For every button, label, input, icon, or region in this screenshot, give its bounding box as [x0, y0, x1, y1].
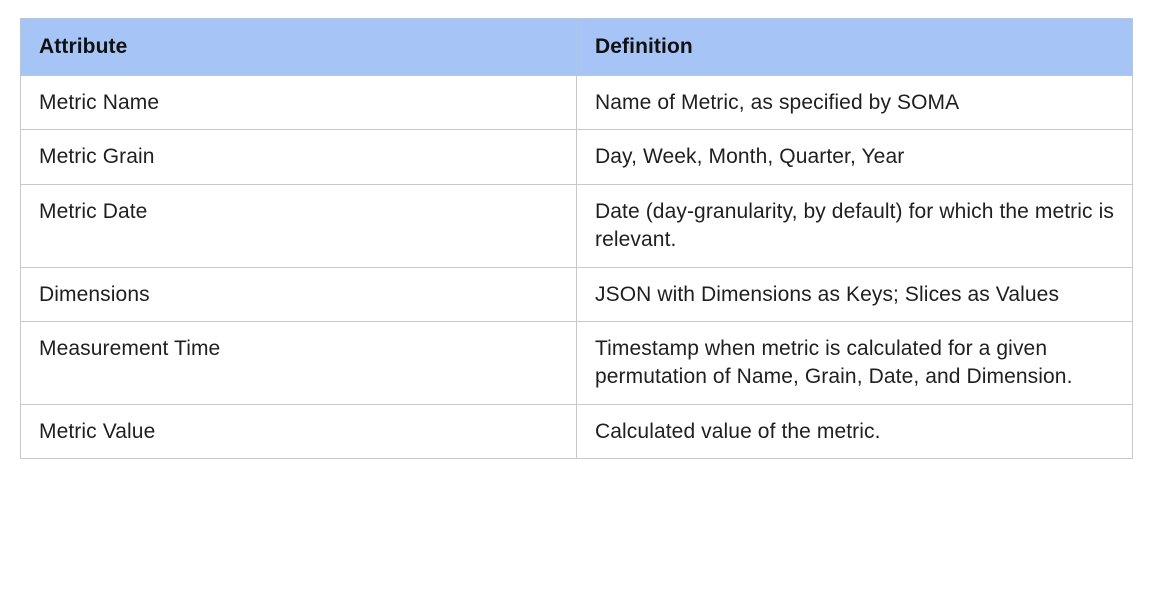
- definition-text: JSON with Dimensions as Keys; Slices as Values: [595, 282, 1060, 306]
- attribute-definition-table: [20, 18, 1133, 459]
- column-header-definition: Definition: [577, 19, 1133, 76]
- definition-text: Timestamp when metric is calculated for a given permutation of Name, Grain, Date, and Dimension.: [595, 337, 1073, 389]
- table-row: [21, 75, 1133, 130]
- table-body: [21, 75, 1133, 459]
- cell-attribute: [21, 130, 577, 185]
- cell-definition: [577, 130, 1133, 185]
- table-header-row: [21, 19, 1133, 76]
- cell-definition: [577, 267, 1133, 322]
- cell-definition: [577, 185, 1133, 267]
- attribute-text: Metric Date: [39, 200, 148, 224]
- table-row: [21, 322, 1133, 404]
- table-row: [21, 267, 1133, 322]
- table-row: [21, 185, 1133, 267]
- cell-attribute: [21, 185, 577, 267]
- attribute-text: Metric Grain: [39, 145, 155, 169]
- cell-definition: [577, 404, 1133, 459]
- table-row: [21, 404, 1133, 459]
- definition-text: Date (day-granularity, by default) for which the metric is relevant.: [595, 200, 1120, 251]
- cell-definition: [577, 322, 1133, 404]
- cell-definition: [577, 75, 1133, 130]
- table-header: [21, 19, 1133, 76]
- attribute-text: Metric Value: [39, 419, 156, 443]
- cell-attribute: [21, 404, 577, 459]
- attribute-text: Metric Name: [39, 90, 160, 114]
- attribute-text: Measurement Time: [39, 337, 221, 361]
- cell-attribute: [21, 322, 577, 404]
- column-header-attribute: Attribute: [21, 19, 577, 76]
- cell-attribute: [21, 75, 577, 130]
- definition-text: Name of Metric, as specified by SOMA: [595, 90, 960, 114]
- definition-text: Calculated value of the metric.: [595, 419, 881, 443]
- definition-text: Day, Week, Month, Quarter, Year: [595, 145, 905, 169]
- cell-attribute: [21, 267, 577, 322]
- attribute-text: Dimensions: [39, 282, 150, 306]
- table-row: [21, 130, 1133, 185]
